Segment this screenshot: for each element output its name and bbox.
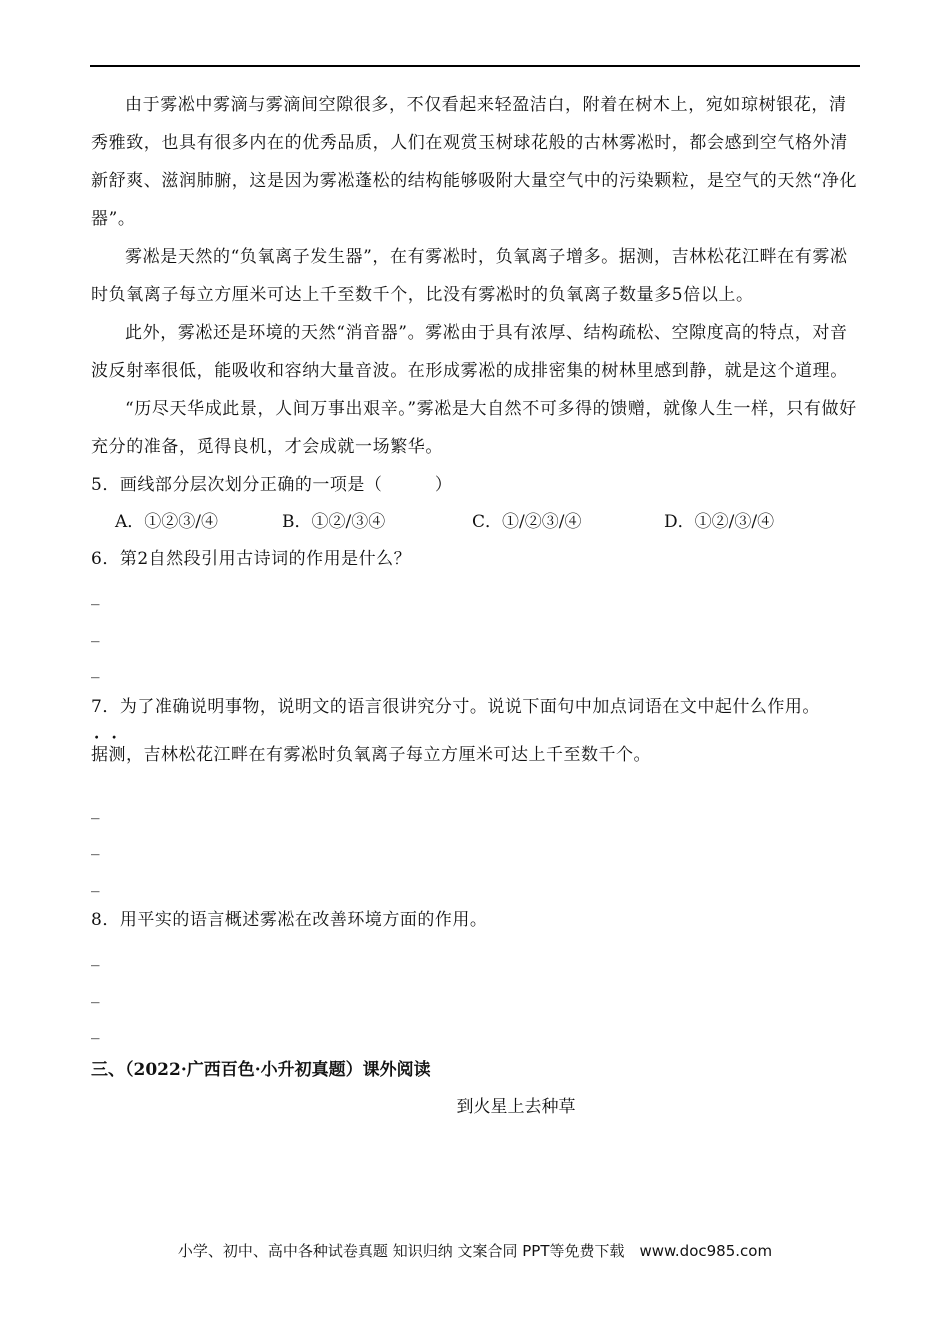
passage-paragraph: 此外，雾凇还是环境的天然“消音器”。雾凇由于具有浓厚、结构疏松、空隙度高的特点，对音波反射率很低，能吸收和容纳大量音波。在形成雾凇的成排密集的树林里感到静，就是这个道理。 [91,323,848,381]
question-7: 7．为了准确说明事物，说明文的语言很讲究分寸。说说下面句中加点词语在文中起什么作用。 [91,696,820,717]
question-7-quote: 据测，吉林松花江畔在有雾凇时负氧离子每立方厘米可达上千至数千个。 [91,744,651,765]
answer-blank[interactable]: _ [91,622,100,643]
option-b[interactable]: B．①②/③④ [282,512,386,532]
answer-blank[interactable]: _ [91,1020,100,1040]
article-title: 到火星上去种草 [456,1096,576,1117]
answer-blank[interactable]: _ [91,799,100,820]
option-a[interactable]: A．①②③/④ [115,512,219,532]
question-8: 8．用平实的语言概述雾凇在改善环境方面的作用。 [91,910,488,930]
question-5-options [91,504,861,540]
option-d[interactable]: D．①②/③/④ [664,512,775,532]
answer-blank[interactable]: _ [91,659,100,679]
passage-paragraph: 雾凇是天然的“负氧离子发生器”，在有雾凇时，负氧离子增多。据测，吉林松花江畔在有雾凇时负氧离子每立方厘米可达上千至数千个，比没有雾凇时的负氧离子数量多5倍以上。 [91,247,848,305]
page-footer: 小学、初中、高中各种试卷真题 知识归纳 文案合同 PPT等免费下载 www.doc985.com [177,1242,773,1260]
page-content [91,86,861,1125]
answer-blank[interactable]: _ [91,586,100,606]
answer-blank[interactable]: _ [91,947,100,967]
option-c[interactable]: C．①/②③/④ [472,512,582,532]
section-heading: 三、（2022·广西百色·小升初真题）课外阅读 [91,1059,431,1080]
question-6: 6．第2自然段引用古诗词的作用是什么？ [91,549,412,569]
answer-blank[interactable]: _ [91,836,100,856]
passage-paragraph: “历尽天华成此景，人间万事出艰辛。”雾凇是大自然不可多得的馈赠，就像人生一样，只有做好充分的准备，觅得良机，才会成就一场繁华。 [91,399,857,457]
emphasis-dots: ．． [94,722,138,743]
passage-paragraph: 由于雾凇中雾滴与雾滴间空隙很多，不仅看起来轻盈洁白，附着在树木上，宛如琼树银花，清秀雅致，也具有很多内在的优秀品质，人们在观赏玉树球花般的古林雾凇时，都会感到空气格外清新舒爽、滋润肺腑，这是因为雾凇蓬松的结构能够吸附大量空气中的污染颗粒，是空气的天然“净化器”。 [91,95,858,229]
answer-blank[interactable]: _ [91,983,100,1004]
answer-blank[interactable]: _ [91,872,100,893]
question-5: 5．画线部分层次划分正确的一项是（ ） [91,475,453,495]
header-rule [90,65,860,67]
